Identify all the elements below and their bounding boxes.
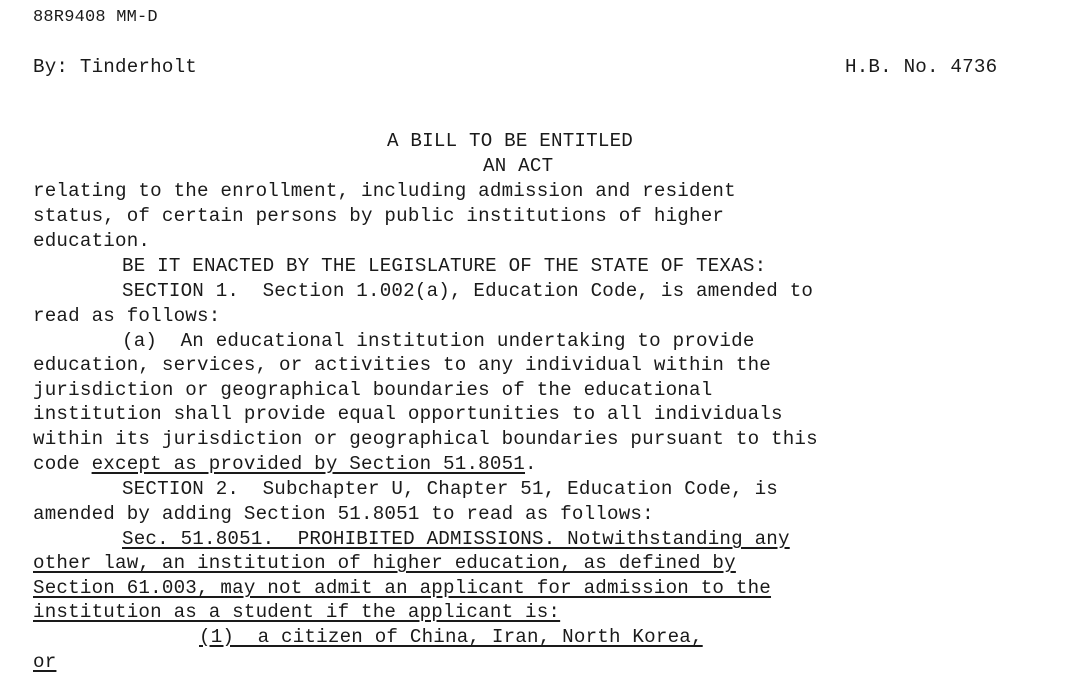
new-section-line-4: institution as a student if the applicant is: — [33, 601, 561, 623]
new-section-line-3: Section 61.003, may not admit an applicant for admission to the — [33, 577, 772, 599]
subsection-a-line-2: education, services, or activities to any individual within the — [33, 354, 772, 376]
enacting-clause: BE IT ENACTED BY THE LEGISLATURE OF THE STATE OF TEXAS: — [122, 255, 767, 277]
caption-line-3: education. — [33, 230, 151, 252]
line-6-plain-text: code — [33, 453, 92, 475]
bill-number: H.B. No. 4736 — [845, 56, 998, 78]
line-6-period: . — [525, 453, 537, 475]
section2-line-2: amended by adding Section 51.8051 to read as follows: — [33, 503, 654, 525]
section2-line-1: SECTION 2. Subchapter U, Chapter 51, Education Code, is — [122, 478, 779, 500]
bill-title: A BILL TO BE ENTITLED — [387, 130, 634, 152]
bill-author: By: Tinderholt — [33, 56, 198, 78]
list-item-1-continuation: or — [33, 651, 57, 673]
subsection-a-line-5: within its jurisdiction or geographical boundaries pursuant to this — [33, 428, 818, 450]
act-heading: AN ACT — [483, 155, 554, 177]
caption-line-1: relating to the enrollment, including admission and resident — [33, 180, 736, 202]
section1-line-1: SECTION 1. Section 1.002(a), Education Code, is amended to — [122, 280, 814, 302]
list-item-1: (1) a citizen of China, Iran, North Korea, — [199, 626, 703, 648]
document-code: 88R9408 MM-D — [33, 8, 158, 27]
subsection-a-line-4: institution shall provide equal opportunities to all individuals — [33, 403, 783, 425]
caption-line-2: status, of certain persons by public institutions of higher — [33, 205, 725, 227]
subsection-a-line-3: jurisdiction or geographical boundaries of the educational — [33, 379, 713, 401]
subsection-a-line-6 — [33, 452, 537, 476]
subsection-a-line-1: (a) An educational institution undertaking to provide — [122, 330, 755, 352]
new-section-line-2: other law, an institution of higher education, as defined by — [33, 552, 736, 574]
section1-line-2: read as follows: — [33, 305, 221, 327]
amendment-underlined-text: except as provided by Section 51.8051 — [91, 453, 526, 475]
new-section-line-1: Sec. 51.8051. PROHIBITED ADMISSIONS. Notwithstanding any — [122, 528, 790, 550]
